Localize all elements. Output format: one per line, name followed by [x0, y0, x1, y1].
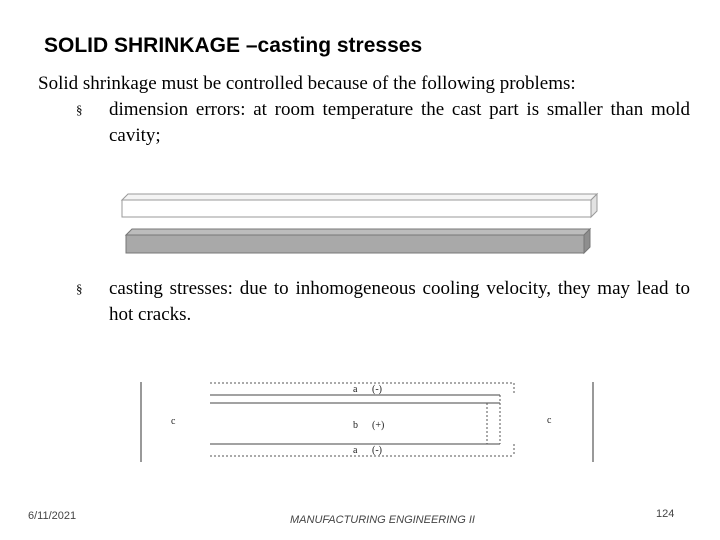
bullet-text: dimension errors: at room temperature the cast part is smaller than mold cavity;	[109, 99, 690, 146]
label-b: b	[353, 420, 358, 431]
bullet-text: casting stresses: due to inhomogeneous cooling velocity, they may lead to hot cracks.	[109, 278, 690, 325]
shrinkage-bars-illustration	[122, 194, 597, 253]
intro-text: Solid shrinkage must be controlled because of the following problems:	[38, 73, 576, 94]
label-a-top: a	[353, 384, 358, 395]
slide-title: SOLID SHRINKAGE –casting stresses	[44, 34, 423, 57]
label-a-bottom-sign: (-)	[372, 445, 382, 456]
bullet-marker: §	[76, 281, 83, 296]
bullet-marker: §	[76, 102, 83, 117]
page-number: 124	[656, 508, 675, 520]
cast-part-bar	[126, 229, 590, 253]
mold-cavity-bar	[122, 194, 597, 217]
footer-date: 6/11/2021	[28, 510, 77, 522]
label-c-left: c	[171, 416, 176, 427]
label-c-right: c	[547, 415, 552, 426]
casting-stress-diagram	[141, 382, 593, 462]
label-a-bottom: a	[353, 445, 358, 456]
label-b-sign: (+)	[372, 420, 385, 431]
label-a-top-sign: (-)	[372, 384, 382, 395]
footer-course: MANUFACTURING ENGINEERING II	[290, 514, 475, 526]
